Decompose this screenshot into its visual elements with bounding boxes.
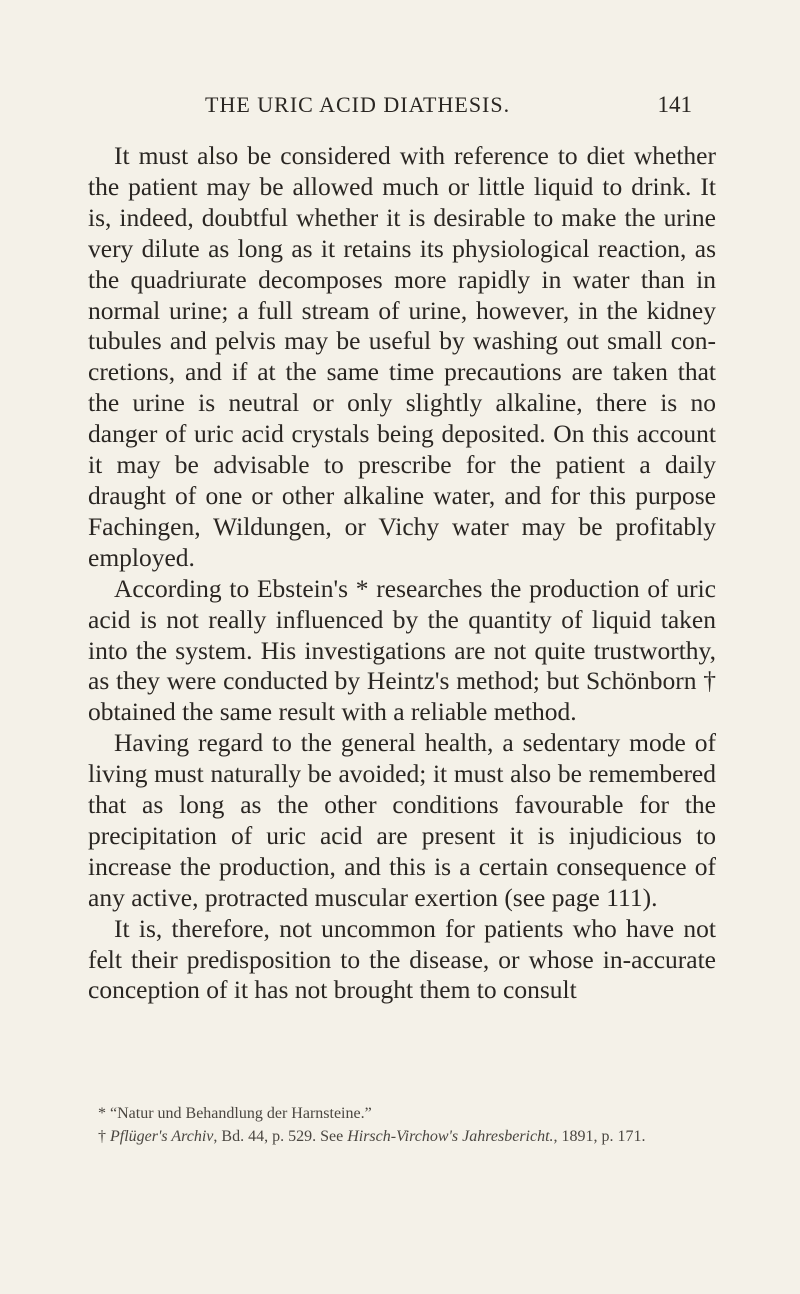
- footnote-middle: , Bd. 44, p. 529. See: [213, 1128, 348, 1145]
- paragraph-general-health: Having regard to the general health, a sedentary mode of living must naturally be avoided; it must also be remembered that as long as the other conditions favourable for the precipitation of uric acid are present it is injudicious to increase the production, and this is a certain consequence of any active, protracted muscular exertion (see page 111).: [88, 728, 716, 912]
- page-number: 141: [657, 92, 692, 117]
- footnote-mark: *: [98, 1105, 106, 1122]
- footnote-reference-title: Hirsch-Virchow's Jahresbericht.: [347, 1128, 554, 1145]
- footnote-journal-title: Pflüger's Archiv: [110, 1128, 214, 1145]
- page-header: [0, 92, 800, 126]
- running-head: THE URIC ACID DIATHESIS.: [205, 92, 511, 117]
- paragraph-diet-liquid: It must also be considered with reference to diet whether the patient may be allowed much or little liquid to drink. It is, indeed, doubtful whether it is desirable to make the urine very dilute as long as it retains its physiological reaction, as the quadriurate decomposes more rapidly in water than in normal urine; a full stream of urine, however, in the kidney tubules and pelvis may be useful by washing out small con-cretions, and if at the same time precautions are taken that the urine is neutral or only slightly alkaline, there is no danger of uric acid crystals being deposited. On this account it may be advisable to prescribe for the patient a daily draught of one or other alkaline water, and for this purpose Fachingen, Wildungen, or Vichy water may be profitably employed.: [88, 141, 716, 572]
- footnote-pfluger: [88, 1125, 716, 1148]
- footnote-text: “Natur und Behandlung der Harnsteine.”: [110, 1105, 372, 1122]
- footnotes: [88, 1102, 716, 1148]
- body-text: [88, 141, 716, 1006]
- footnote-end: , 1891, p. 171.: [553, 1128, 646, 1145]
- paragraph-predisposition: It is, therefore, not uncommon for patients who have not felt their predisposition to the disease, or whose in-accurate conception of it has not brought them to consult: [88, 913, 716, 1005]
- paragraph-ebstein-researches: According to Ebstein's * researches the production of uric acid is not really influenced by the quantity of liquid taken into the system. His investigations are not quite trustworthy, as they were conducted by Heintz's method; but Schönborn † obtained the same result with a reliable method.: [88, 573, 716, 727]
- footnote-mark: †: [98, 1128, 106, 1145]
- footnote-harnsteine: [88, 1102, 716, 1125]
